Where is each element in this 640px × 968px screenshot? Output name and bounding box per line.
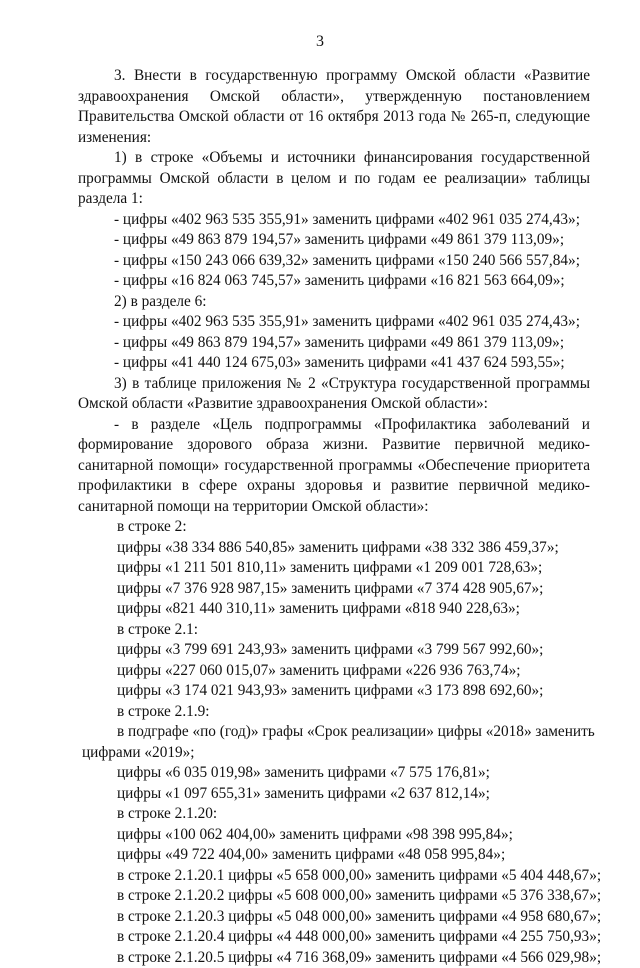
text-line: цифры «3 174 021 943,93» заменить цифрами «3 173 898 692,60»; (78, 681, 590, 702)
text-line: - цифры «49 863 879 194,57» заменить цифрами «49 861 379 113,09»; (78, 333, 590, 354)
text-line: санитарной помощи» государственной программы «Обеспечение приоритета (78, 456, 590, 477)
text-line: - цифры «41 440 124 675,03» заменить цифрами «41 437 624 593,55»; (78, 353, 590, 374)
text-line: в строке 2.1.20.4 цифры «4 448 000,00» заменить цифрами «4 255 750,93»; (78, 927, 590, 948)
text-line: в строке 2.1.20.5 цифры «4 716 368,09» заменить цифрами «4 566 029,98»; (78, 948, 590, 968)
text-line: в строке 2.1.20: (78, 804, 590, 825)
text-line: - в разделе «Цель подпрограммы «Профилактика заболеваний и (78, 415, 590, 436)
text-line: 3) в таблице приложения № 2 «Структура государственной программы (78, 374, 590, 395)
text-line: цифры «49 722 404,00» заменить цифрами «48 058 995,84»; (78, 845, 590, 866)
text-line: изменения: (78, 128, 590, 149)
text-line: - цифры «402 963 535 355,91» заменить цифрами «402 961 035 274,43»; (78, 312, 590, 333)
text-line: цифры «227 060 015,07» заменить цифрами «226 936 763,74»; (78, 661, 590, 682)
text-line: здравоохранения Омской области», утвержденную постановлением (78, 87, 590, 108)
text-line: Правительства Омской области от 16 октября 2013 года № 265-п, следующие (78, 107, 590, 128)
text-line: Омской области «Развитие здравоохранения Омской области»: (78, 394, 590, 415)
text-line: в подграфе «по (год)» графы «Срок реализации» цифры «2018» заменить (78, 722, 590, 743)
text-line: в строке 2: (78, 517, 590, 538)
text-line: санитарной помощи на территории Омской области»: (78, 497, 590, 518)
text-line: цифры «6 035 019,98» заменить цифрами «7 575 176,81»; (78, 763, 590, 784)
text-line: цифры «1 211 501 810,11» заменить цифрами «1 209 001 728,63»; (78, 558, 590, 579)
text-line: цифрами «2019»; (78, 743, 590, 764)
text-line: цифры «100 062 404,00» заменить цифрами «98 398 995,84»; (78, 825, 590, 846)
text-line: профилактики в сфере охраны здоровья и развитие первичной медико- (78, 476, 590, 497)
document-body (78, 66, 590, 968)
text-line: - цифры «402 963 535 355,91» заменить цифрами «402 961 035 274,43»; (78, 210, 590, 231)
text-line: - цифры «150 243 066 639,32» заменить цифрами «150 240 566 557,84»; (78, 251, 590, 272)
text-line: цифры «821 440 310,11» заменить цифрами «818 940 228,63»; (78, 599, 590, 620)
text-line: программы Омской области в целом и по годам ее реализации» таблицы (78, 169, 590, 190)
text-line: в строке 2.1.20.1 цифры «5 658 000,00» заменить цифрами «5 404 448,67»; (78, 866, 590, 887)
text-line: цифры «38 334 886 540,85» заменить цифрами «38 332 386 459,37»; (78, 538, 590, 559)
text-line: в строке 2.1.20.2 цифры «5 608 000,00» заменить цифрами «5 376 338,67»; (78, 886, 590, 907)
text-line: - цифры «49 863 879 194,57» заменить цифрами «49 861 379 113,09»; (78, 230, 590, 251)
text-line: в строке 2.1.20.3 цифры «5 048 000,00» заменить цифрами «4 958 680,67»; (78, 907, 590, 928)
text-line: цифры «3 799 691 243,93» заменить цифрами «3 799 567 992,60»; (78, 640, 590, 661)
text-line: цифры «7 376 928 987,15» заменить цифрами «7 374 428 905,67»; (78, 579, 590, 600)
text-line: в строке 2.1: (78, 620, 590, 641)
text-line: - цифры «16 824 063 745,57» заменить цифрами «16 821 563 664,09»; (78, 271, 590, 292)
text-line: в строке 2.1.9: (78, 702, 590, 723)
text-line: 3. Внести в государственную программу Омской области «Развитие (78, 66, 590, 87)
text-line: 1) в строке «Объемы и источники финансирования государственной (78, 148, 590, 169)
page-number: 3 (0, 33, 640, 51)
text-line: 2) в разделе 6: (78, 292, 590, 313)
text-line: цифры «1 097 655,31» заменить цифрами «2 637 812,14»; (78, 784, 590, 805)
text-line: формирование здорового образа жизни. Развитие первичной медико- (78, 435, 590, 456)
text-line: раздела 1: (78, 189, 590, 210)
